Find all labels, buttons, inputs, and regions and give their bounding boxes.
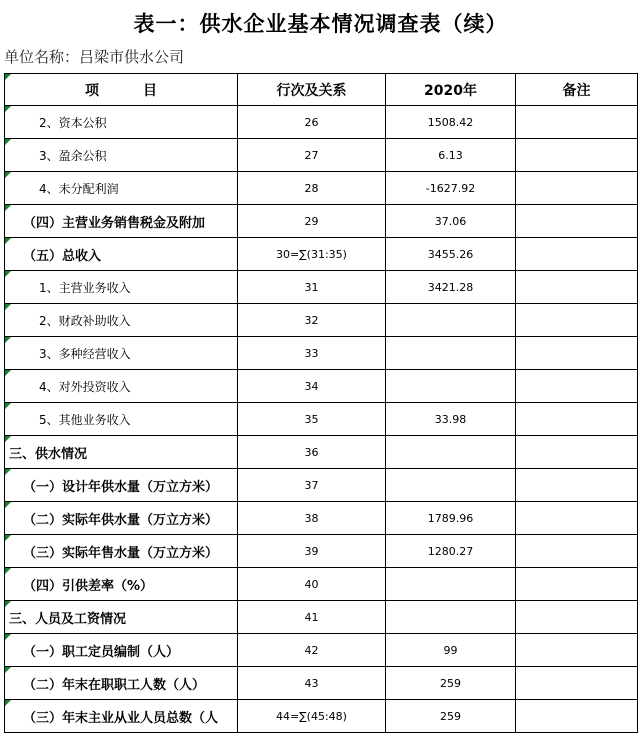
value-cell[interactable]	[386, 238, 516, 271]
row-relation-cell-text: 35	[304, 412, 319, 426]
item-cell[interactable]	[5, 700, 238, 733]
row-relation-cell-text: 40	[304, 577, 319, 591]
remarks-cell[interactable]	[516, 700, 638, 733]
row-relation-cell-text: 38	[304, 511, 319, 525]
table-row	[5, 700, 638, 733]
item-cell-text: 4、未分配利润	[39, 181, 119, 196]
value-cell[interactable]	[386, 172, 516, 205]
item-cell[interactable]	[5, 634, 238, 667]
row-relation-cell-text: 37	[304, 478, 319, 492]
row-relation-cell-text: 44=∑(45:48)	[276, 709, 347, 723]
remarks-cell[interactable]	[516, 667, 638, 700]
table-row	[5, 469, 638, 502]
remarks-cell[interactable]	[516, 337, 638, 370]
value-cell[interactable]	[386, 667, 516, 700]
table-row	[5, 436, 638, 469]
header-item[interactable]: 项 目	[5, 74, 238, 106]
item-cell[interactable]	[5, 238, 238, 271]
remarks-cell[interactable]	[516, 568, 638, 601]
table-row	[5, 337, 638, 370]
item-cell-text: （三）年末主业从业人员总数（人	[23, 710, 219, 726]
value-cell[interactable]	[386, 106, 516, 139]
cell-marker-icon	[5, 106, 11, 112]
cell-marker-icon	[5, 238, 11, 244]
value-cell[interactable]	[386, 139, 516, 172]
row-relation-cell-text: 29	[304, 214, 319, 228]
item-cell-text: （三）实际年售水量（万立方米）	[23, 545, 219, 561]
item-cell[interactable]	[5, 205, 238, 238]
value-cell[interactable]	[386, 271, 516, 304]
row-relation-cell[interactable]	[238, 535, 386, 568]
remarks-cell[interactable]	[516, 205, 638, 238]
row-relation-cell-text: 42	[304, 643, 319, 657]
cell-marker-icon	[5, 337, 11, 343]
remarks-cell[interactable]	[516, 271, 638, 304]
table-row	[5, 271, 638, 304]
cell-marker-icon	[5, 271, 11, 277]
value-cell-text: 6.13	[438, 148, 463, 162]
table-row	[5, 304, 638, 337]
row-relation-cell-text: 43	[304, 676, 319, 690]
item-cell[interactable]	[5, 139, 238, 172]
unit-name-label: 单位名称：吕梁市供水公司	[4, 48, 185, 66]
value-cell[interactable]	[386, 403, 516, 436]
value-cell[interactable]	[386, 700, 516, 733]
header-year[interactable]: 2020年	[386, 74, 516, 106]
item-cell-text: 5、其他业务收入	[39, 412, 131, 427]
item-cell-text: （二）实际年供水量（万立方米）	[23, 512, 219, 528]
item-cell-text: 三、人员及工资情况	[9, 611, 127, 627]
remarks-cell[interactable]	[516, 502, 638, 535]
row-relation-cell-text: 28	[304, 181, 319, 195]
row-relation-cell[interactable]	[238, 106, 386, 139]
value-cell[interactable]	[386, 535, 516, 568]
cell-marker-icon	[5, 205, 11, 211]
row-relation-cell[interactable]	[238, 469, 386, 502]
value-cell[interactable]	[386, 568, 516, 601]
item-cell[interactable]	[5, 370, 238, 403]
cell-marker-icon	[5, 634, 11, 640]
row-relation-cell[interactable]	[238, 568, 386, 601]
remarks-cell[interactable]	[516, 403, 638, 436]
row-relation-cell-text: 30=∑(31:35)	[276, 247, 347, 261]
item-cell[interactable]	[5, 106, 238, 139]
remarks-cell[interactable]	[516, 172, 638, 205]
remarks-cell[interactable]	[516, 634, 638, 667]
value-cell-text: 1280.27	[427, 544, 474, 558]
item-cell[interactable]	[5, 337, 238, 370]
value-cell-text: 259	[440, 676, 461, 690]
page-title: 表一：供水企业基本情况调查表（续）	[133, 12, 508, 36]
table-row	[5, 106, 638, 139]
item-cell-text: 三、供水情况	[9, 446, 88, 462]
item-cell-text: （一）职工定员编制（人）	[23, 644, 180, 660]
value-cell[interactable]	[386, 337, 516, 370]
row-relation-cell-text: 34	[304, 379, 319, 393]
row-relation-cell-text: 39	[304, 544, 319, 558]
value-cell-text: 99	[443, 643, 458, 657]
value-cell[interactable]	[386, 469, 516, 502]
item-cell-text: （一）设计年供水量（万立方米）	[23, 479, 219, 495]
item-cell[interactable]	[5, 502, 238, 535]
remarks-cell[interactable]	[516, 436, 638, 469]
cell-marker-icon	[5, 469, 11, 475]
remarks-cell[interactable]	[516, 535, 638, 568]
value-cell[interactable]	[386, 634, 516, 667]
row-relation-cell-text: 31	[304, 280, 319, 294]
table-header-row	[5, 74, 638, 106]
item-cell[interactable]	[5, 271, 238, 304]
value-cell-text: 1789.96	[427, 511, 474, 525]
data-table	[4, 73, 638, 733]
remarks-cell[interactable]	[516, 370, 638, 403]
item-cell[interactable]	[5, 568, 238, 601]
row-relation-cell[interactable]	[238, 172, 386, 205]
remarks-cell[interactable]	[516, 106, 638, 139]
item-cell[interactable]	[5, 172, 238, 205]
item-cell[interactable]	[5, 403, 238, 436]
row-relation-cell[interactable]	[238, 667, 386, 700]
row-relation-cell[interactable]	[238, 601, 386, 634]
table-row	[5, 139, 638, 172]
row-relation-cell[interactable]	[238, 205, 386, 238]
remarks-cell[interactable]	[516, 469, 638, 502]
table-row	[5, 634, 638, 667]
row-relation-cell[interactable]	[238, 436, 386, 469]
row-relation-cell[interactable]	[238, 238, 386, 271]
row-relation-cell-text: 32	[304, 313, 319, 327]
cell-marker-icon	[5, 370, 11, 376]
value-cell-text: 37.06	[434, 214, 467, 228]
value-cell[interactable]	[386, 205, 516, 238]
cell-marker-icon	[5, 535, 11, 541]
cell-marker-icon	[5, 74, 11, 80]
item-cell[interactable]	[5, 601, 238, 634]
table-row	[5, 502, 638, 535]
row-relation-cell[interactable]	[238, 304, 386, 337]
row-relation-cell-text: 27	[304, 148, 319, 162]
value-cell-text: 3455.26	[427, 247, 474, 261]
remarks-cell[interactable]	[516, 304, 638, 337]
item-cell-text: 4、对外投资收入	[39, 379, 131, 394]
table-row	[5, 238, 638, 271]
remarks-cell[interactable]	[516, 238, 638, 271]
value-cell[interactable]	[386, 370, 516, 403]
table-row	[5, 667, 638, 700]
table-row	[5, 535, 638, 568]
item-cell[interactable]	[5, 469, 238, 502]
cell-marker-icon	[5, 601, 11, 607]
table-row	[5, 370, 638, 403]
table-row	[5, 205, 638, 238]
value-cell[interactable]	[386, 502, 516, 535]
cell-marker-icon	[5, 436, 11, 442]
value-cell-text: 1508.42	[427, 115, 474, 129]
table-row	[5, 601, 638, 634]
table-row	[5, 172, 638, 205]
item-cell-text: （四）主营业务销售税金及附加	[23, 215, 206, 231]
cell-marker-icon	[5, 172, 11, 178]
item-cell[interactable]	[5, 667, 238, 700]
item-cell[interactable]	[5, 535, 238, 568]
item-cell-text: 3、盈余公积	[39, 148, 107, 163]
row-relation-cell[interactable]	[238, 403, 386, 436]
row-relation-cell-text: 41	[304, 610, 319, 624]
cell-marker-icon	[5, 667, 11, 673]
row-relation-cell-text: 26	[304, 115, 319, 129]
value-cell-text: 259	[440, 709, 461, 723]
row-relation-cell[interactable]	[238, 634, 386, 667]
row-relation-cell[interactable]	[238, 139, 386, 172]
value-cell[interactable]	[386, 436, 516, 469]
item-cell-text: （二）年末在职职工人数（人）	[23, 677, 206, 693]
row-relation-cell-text: 33	[304, 346, 319, 360]
table-row	[5, 403, 638, 436]
item-cell-text: （四）引供差率（%）	[23, 578, 154, 594]
header-row-relation[interactable]: 行次及关系	[238, 74, 386, 106]
item-cell[interactable]	[5, 436, 238, 469]
row-relation-cell-text: 36	[304, 445, 319, 459]
row-relation-cell[interactable]	[238, 502, 386, 535]
row-relation-cell[interactable]	[238, 337, 386, 370]
value-cell-text: 3421.28	[427, 280, 474, 294]
cell-marker-icon	[5, 502, 11, 508]
item-cell-text: 2、财政补助收入	[39, 313, 131, 328]
cell-marker-icon	[5, 304, 11, 310]
row-relation-cell[interactable]	[238, 370, 386, 403]
header-remarks[interactable]: 备注	[516, 74, 638, 106]
cell-marker-icon	[5, 568, 11, 574]
value-cell-text: 33.98	[434, 412, 467, 426]
table-row	[5, 568, 638, 601]
item-cell[interactable]	[5, 304, 238, 337]
value-cell[interactable]	[386, 304, 516, 337]
cell-marker-icon	[5, 403, 11, 409]
row-relation-cell[interactable]	[238, 700, 386, 733]
row-relation-cell[interactable]	[238, 271, 386, 304]
value-cell-text: -1627.92	[425, 181, 476, 195]
item-cell-text: 2、资本公积	[39, 115, 107, 130]
value-cell[interactable]	[386, 601, 516, 634]
item-cell-text: （五）总收入	[23, 248, 102, 264]
item-cell-text: 1、主营业务收入	[39, 280, 131, 295]
cell-marker-icon	[5, 700, 11, 706]
item-cell-text: 3、多种经营收入	[39, 346, 131, 361]
remarks-cell[interactable]	[516, 139, 638, 172]
cell-marker-icon	[5, 139, 11, 145]
remarks-cell[interactable]	[516, 601, 638, 634]
